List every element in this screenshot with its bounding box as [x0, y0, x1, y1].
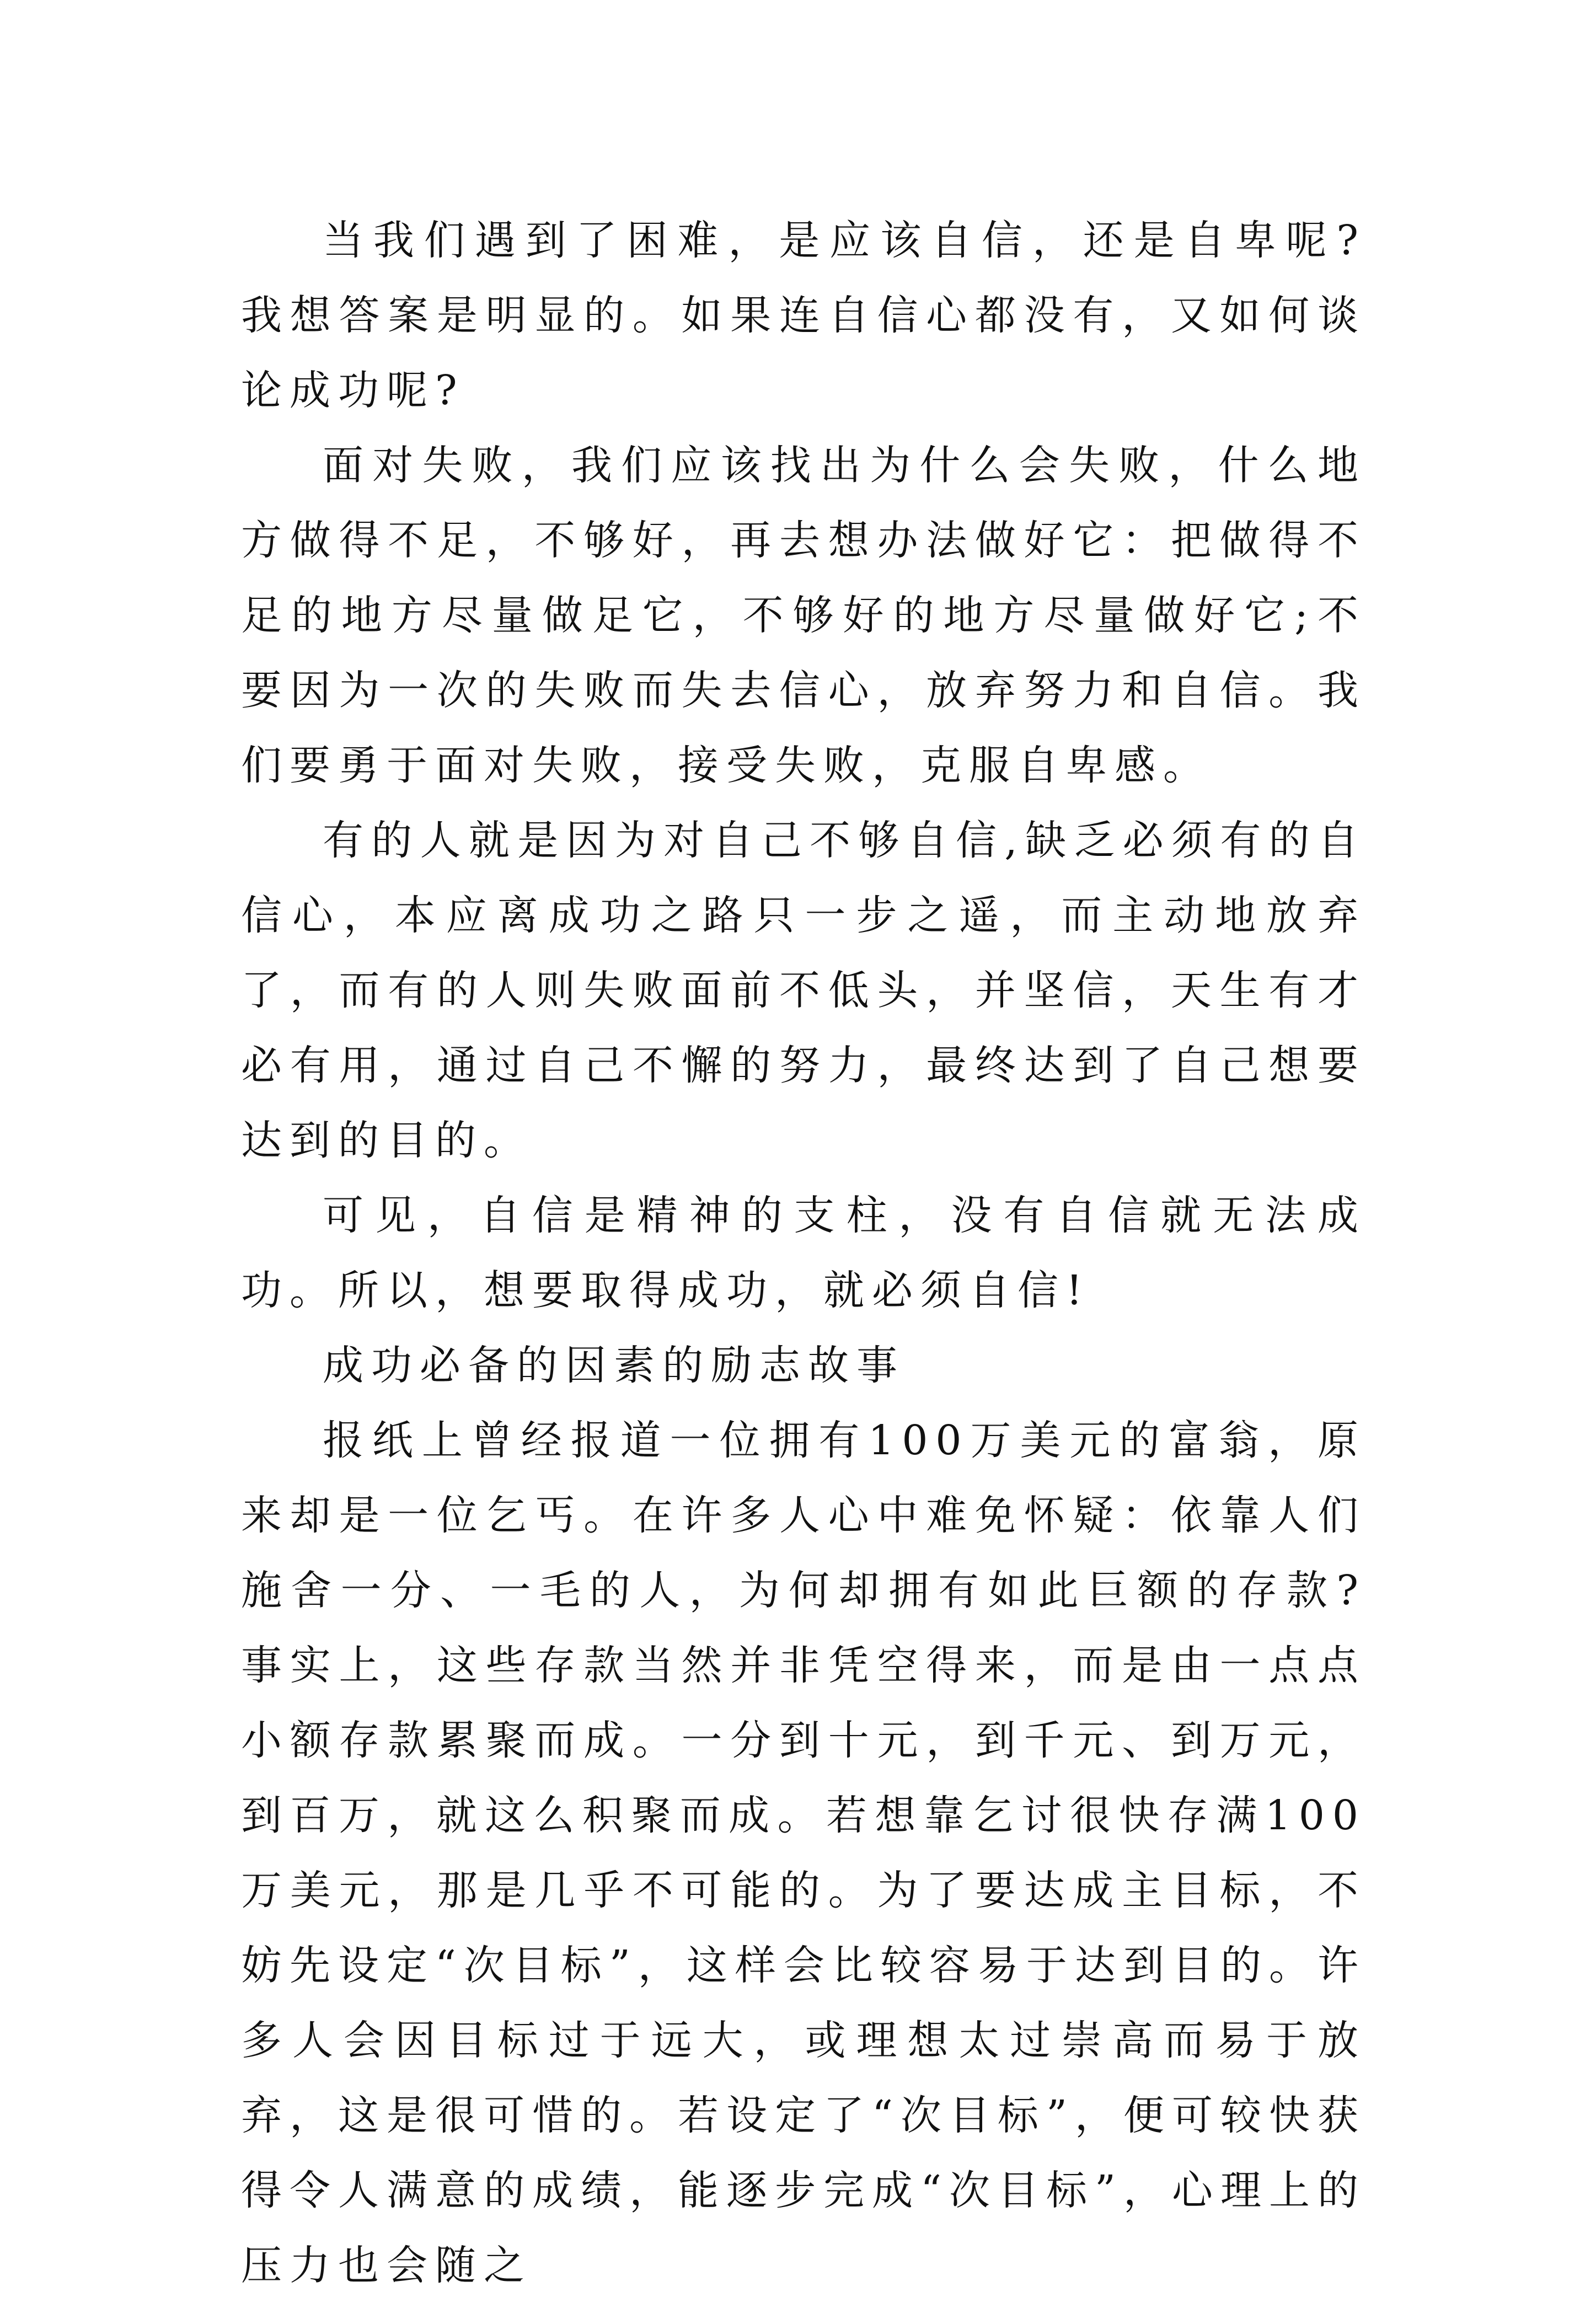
section-title: 成功必备的因素的励志故事	[323, 1342, 905, 1389]
paragraph-confidence-question: 当我们遇到了困难，是应该自信，还是自卑呢?我想答案是明显的。如果连自信心都没有，又如何谈论成功呢?	[241, 217, 1366, 414]
paragraph-story: 报纸上曾经报道一位拥有100万美元的富翁，原来却是一位乞丐。在许多人心中难免怀疑：依靠人们施舍一分、一毛的人，为何却拥有如此巨额的存款?事实上，这些存款当然并非凭空得来，而是由一点点小额存款累聚而成。一分到十元，到千元、到万元，到百万，就这么积聚而成。若想靠乞讨很快存满100万美元，那是几乎不可能的。为了要达成主目标，不妨先设定“次目标”，这样会比较容易于达到目的。许多人会因目标过于远大，或理想太过崇高而易于放弃，这是很可惜的。若设定了“次目标”，便可较快获得令人满意的成绩，能逐步完成“次目标”，心理上的压力也会随之	[241, 1417, 1366, 2289]
paragraph-facing-failure: 面对失败，我们应该找出为什么会失败，什么地方做得不足，不够好，再去想办法做好它：把做得不足的地方尽量做足它，不够好的地方尽量做好它;不要因为一次的失败而失去信心，放弃努力和自信。我们要勇于面对失败，接受失败，克服自卑感。	[241, 442, 1366, 789]
document-body	[241, 203, 1366, 2303]
paragraph-conclusion: 可见，自信是精神的支柱，没有自信就无法成功。所以，想要取得成功，就必须自信!	[241, 1192, 1366, 1314]
paragraph-lack-of-confidence: 有的人就是因为对自己不够自信,缺乏必须有的自信心，本应离成功之路只一步之遥，而主动地放弃了，而有的人则失败面前不低头，并坚信，天生有才必有用，通过自己不懈的努力，最终达到了自己想要达到的目的。	[241, 817, 1366, 1164]
